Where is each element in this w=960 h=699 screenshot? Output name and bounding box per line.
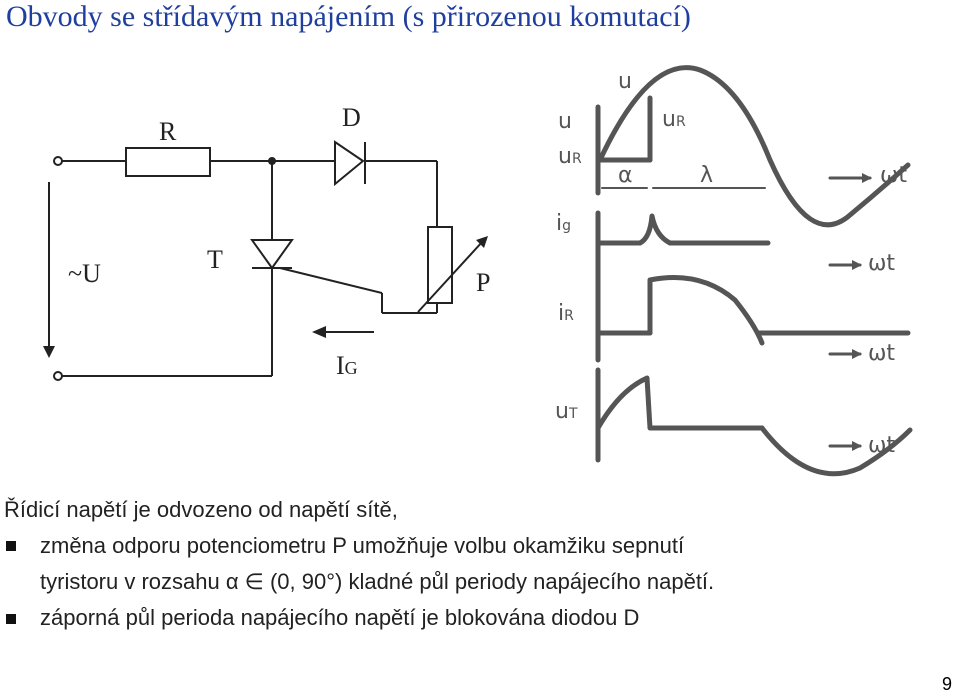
axis-label-u: u <box>558 109 572 134</box>
label-D: D <box>342 103 361 132</box>
label-alpha: α <box>618 163 633 188</box>
axis-label-uR: uR <box>558 144 582 169</box>
text-bullet-2: záporná půl perioda napájecího napětí je blokována diodou D <box>40 605 640 630</box>
bullet-2 <box>6 614 16 624</box>
wave-ig <box>640 216 670 243</box>
text-line-2: tyristoru v rozsahu α ∈ (0, 90°) kladné půl periody napájecího napětí. <box>40 569 715 594</box>
wave-uT <box>598 378 762 432</box>
axis-label-ig: ig <box>556 211 572 236</box>
label-u-curve: u <box>618 69 632 94</box>
label-wt-2: ωt <box>868 251 896 276</box>
label-U: ~U <box>68 259 101 288</box>
label-P: P <box>476 268 491 297</box>
label-wt-3: ωt <box>868 341 896 366</box>
text-bullet-1: změna odporu potenciometru P umožňuje volbu okamžiku sepnutí <box>40 533 685 558</box>
axis-label-uT: uT <box>555 399 578 424</box>
bullet-1 <box>6 541 16 551</box>
wave-iR <box>650 278 762 344</box>
label-T: T <box>207 245 223 274</box>
page-number: 9 <box>941 674 952 694</box>
text-line-1: Řídicí napětí je odvozeno od napětí sítě, <box>4 497 398 522</box>
label-lambda: λ <box>700 163 714 188</box>
slide-title: Obvody se střídavým napájením (s přirozenou komutací) <box>6 0 691 33</box>
axis-label-iR: iR <box>558 301 574 326</box>
label-wt-1: ωt <box>880 163 908 188</box>
label-uR-curve: uR <box>662 107 686 132</box>
wave-u <box>600 68 908 225</box>
label-R: R <box>159 117 177 146</box>
label-IG: IG <box>336 351 358 380</box>
label-wt-4: ωt <box>868 433 896 458</box>
